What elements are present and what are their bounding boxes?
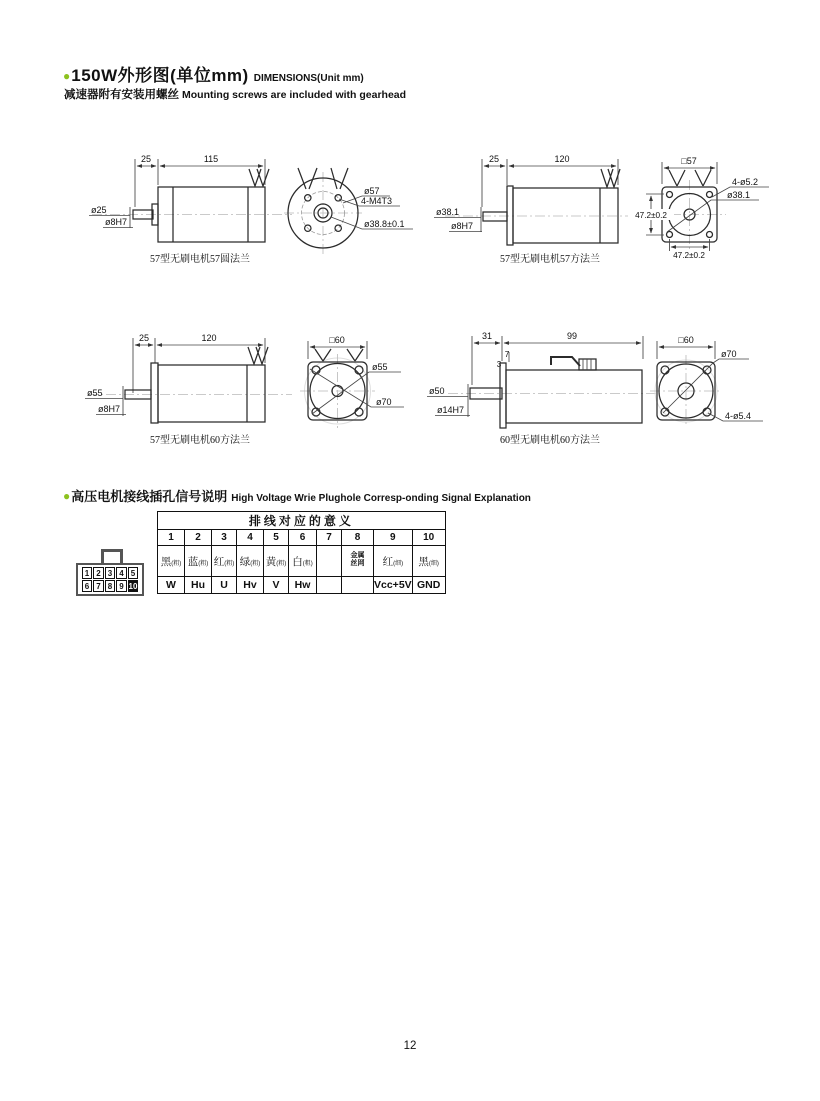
pin-number: 5 [264,530,289,546]
wire-cell [158,546,185,577]
wire-color: 蓝 [187,556,199,568]
connector-pin: 9 [116,580,127,592]
connector-pin: 7 [93,580,104,592]
green-bullet-icon: ● [63,489,71,503]
connector-pin: 3 [105,567,116,579]
green-bullet-icon: ● [63,69,71,83]
signal-cell: Hu [185,577,212,594]
wire-color: 绿 [239,556,251,568]
dim-label: 3 [496,360,502,369]
dimensions-title-en: DIMENSIONS(Unit mm) [253,73,364,84]
wire-hatch [249,169,269,186]
wire-hatch [601,169,620,187]
wire-cell [412,546,445,577]
connector-body [76,563,144,596]
drawing-57-round-front [284,168,413,254]
pin-number: 2 [185,530,212,546]
wire-cell [317,546,342,577]
connector-latch [101,549,123,563]
drawing-57-60-square-side [85,333,292,446]
wire-hatch [315,349,363,361]
dim-label: ø8H7 [98,404,121,414]
drawing-57-round-side [89,154,292,265]
wire-color: 黑 [160,556,172,568]
wire-color-row [158,546,446,577]
wire-hatch [669,170,711,186]
dim-label: ø14H7 [437,405,465,415]
dim-label: ø38.1 [436,207,460,217]
wire-color: 红 [213,556,225,568]
gearhead-note-en: Mounting screws are included with gearhead [182,89,407,101]
wire-color: 红 [382,556,394,568]
wire-gauge: (细) [393,561,404,567]
wire-gauge: (粗) [250,561,261,567]
signal-title-en: High Voltage Wrie Plughole Corresp-onding Signal Explanation [231,493,531,504]
dim-label: ø70 [376,397,392,407]
signal-cell [317,577,342,594]
dim-label: 47.2±0.2 [635,211,667,220]
dim-label: 25 [488,154,500,164]
dim-label: ø25 [91,205,107,215]
dim-label: □57 [681,156,697,166]
connector-pin: 8 [105,580,116,592]
gearhead-note-zh: 减速器附有安装用螺丝 [64,89,179,101]
dim-label: 99 [566,331,578,341]
signal-cell: V [264,577,289,594]
wire-gauge: (细) [428,561,439,567]
pin-number: 8 [342,530,374,546]
signal-title-zh: 高压电机接线插孔信号说明 [71,489,228,504]
signal-table [157,511,446,594]
wire-cell [212,546,237,577]
signal-cell: Hv [237,577,264,594]
wire-gauge: (粗) [224,561,235,567]
dim-label: ø38.8±0.1 [364,219,405,229]
drawing-60-square-side [427,331,660,446]
wire-gauge: (粗) [302,561,313,567]
signal-cell: Vcc+5V [374,577,413,594]
pin-number: 4 [237,530,264,546]
drawing-57-square-side [434,154,650,265]
drawing-caption: 57型无刷电机57圆法兰 [150,254,250,265]
table-header: 排线对应的意义 [158,512,446,530]
wire-gauge: (粗) [276,561,287,567]
wire-gauge: (粗) [171,561,182,567]
dim-label: ø38.1 [727,190,751,200]
signal-section-title [63,486,531,506]
wire-cell [342,546,374,577]
dim-label: 120 [201,333,217,343]
dim-label: ø57 [364,186,380,196]
connector-diagram [76,549,144,596]
wire-color: 白 [292,556,303,568]
dim-label: 47.2±0.2 [673,251,705,260]
dimensions-title-zh: 150W外形图(单位mm) [71,66,249,85]
dim-label: 4-ø5.4 [725,411,752,421]
dim-label: ø70 [721,349,737,359]
signal-row [158,577,446,594]
drawing-57-square-front [628,156,769,260]
dimension-drawings [0,0,820,470]
dim-label: □60 [678,335,694,345]
drawing-57-60-square-front [300,335,404,428]
signal-cell [342,577,374,594]
dim-label: ø8H7 [451,221,474,231]
wire-color: 黄 [265,556,277,568]
signal-cell: W [158,577,185,594]
wire-cell [264,546,289,577]
pin-number: 10 [412,530,445,546]
dim-label: 120 [554,154,570,164]
dim-label: 25 [140,154,152,164]
dim-label: 25 [138,333,150,343]
pin-number: 6 [289,530,317,546]
wire-cell [289,546,317,577]
connector-row-1 [82,567,139,579]
dim-label: 4-M4T3 [361,196,393,206]
wire-color: 金属丝网 [350,551,365,568]
drawing-caption: 60型无刷电机60方法兰 [500,435,600,446]
dim-label: ø50 [429,386,445,396]
wire-cell [237,546,264,577]
pin-number: 3 [212,530,237,546]
connector-pin: 4 [116,567,127,579]
pin-number: 9 [374,530,413,546]
dim-label: □60 [329,335,345,345]
dim-label: 115 [203,154,219,164]
pin-number: 1 [158,530,185,546]
connector-row-2 [82,580,139,592]
connector-pin: 10 [128,581,138,591]
pin-number-row [158,530,446,546]
wire-cell [374,546,413,577]
dim-label: 31 [481,331,493,341]
wire-cell [185,546,212,577]
connector-pin: 2 [93,567,104,579]
wire-color: 黑 [418,556,429,568]
connector-pin: 1 [82,567,93,579]
cable-connector [579,359,596,370]
wire-gauge: (粗) [198,561,209,567]
page-number: 12 [403,1040,417,1052]
drawing-60-square-front [650,335,763,427]
signal-cell: U [212,577,237,594]
cable-bracket [551,357,580,366]
connector-pin: 5 [128,567,139,579]
signal-cell: GND [412,577,445,594]
pin-number: 7 [317,530,342,546]
dim-label: ø8H7 [105,217,128,227]
drawing-caption: 57型无刷电机57方法兰 [500,254,600,265]
connector-pin: 6 [82,580,93,592]
dim-label: 7 [504,350,510,359]
dim-label: ø55 [87,388,103,398]
dim-label: 4-ø5.2 [732,177,759,187]
dim-label: ø55 [372,362,388,372]
signal-cell: Hw [289,577,317,594]
drawing-caption: 57型无刷电机60方法兰 [150,435,250,446]
